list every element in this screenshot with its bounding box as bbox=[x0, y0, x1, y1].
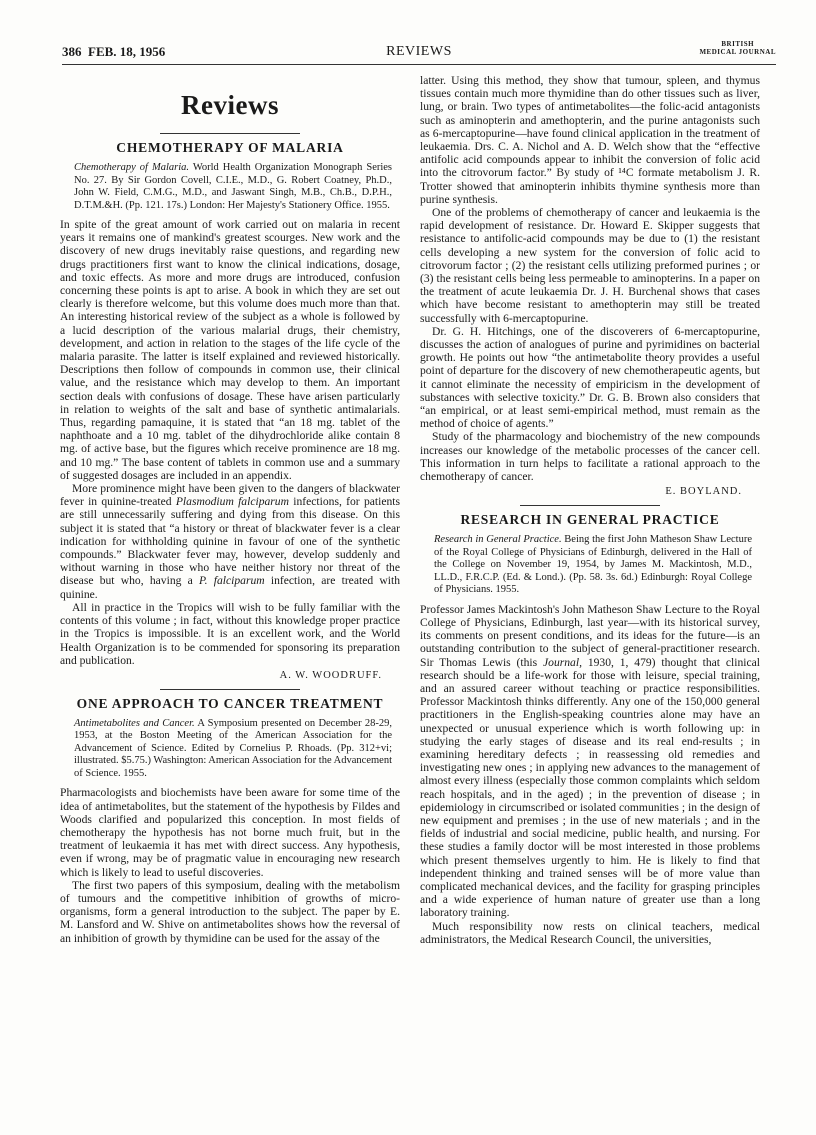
paragraph: The first two papers of this symposium, dealing with the metabolism of tumours and the competitive inhibition of growths of micro-organisms, form a general introduction to the subject. The paper by E. M. Lansford and W. Shive on antimetabolites shows how the reversal of an inhibition of growth by thymidine can be used for the assay of the bbox=[60, 878, 400, 945]
page-header bbox=[62, 42, 776, 65]
article-heading-general-practice: RESEARCH IN GENERAL PRACTICE bbox=[460, 512, 720, 528]
article-heading-malaria: CHEMOTHERAPY OF MALARIA bbox=[116, 140, 344, 155]
author-signature: A. W. WOODRUFF. bbox=[279, 669, 382, 681]
paragraph: Much responsibility now rests on clinical teachers, medical administrators, the Medical Research Council, the universities, bbox=[420, 919, 760, 946]
paragraph: Pharmacologists and biochemists have been aware for some time of the idea of antimetabolites, but the statement of the hypothesis by Fildes and Woods clarified and popularized this conception. In most fields of chemotherapy the hypothesis has not borne much fruit, but in the treatment of leukaemia it has met with direct success. Any hypothesis, even if wrong, may be of pragmatic value in encouraging new research which is likely to lead to useful discoveries. bbox=[60, 786, 400, 879]
journal-name: BRITISH MEDICAL JOURNAL bbox=[699, 40, 776, 56]
paragraph: In spite of the great amount of work carried out on malaria in recent years it remains one of mankind's greatest scourges. New work and the discovery of new drugs inevitably raise questions, and regarding new drugs practitioners first want to know the clinical indications, dosage, and toxic effects. As more and more drugs are introduced, confusion concerning these points is apt to arise. A book in which they are set out clearly is therefore welcome, but this volume does much more than that. An interesting historical review of the subject as a whole is followed by a lucid description of the various malarial drugs, their chemistry, development, and action in relation to the stages of the life cycle of the malaria parasite. The latter is itself explained and reviewed historically. Descriptions then follow of compounds in common use, their clinical value, and the resistance which may develop to them. An important section deals with confusions of dosage. These have arisen particularly in relation to weights of the salt and base of synthetic antimalarials. Thus, regarding pamaquine, it is stated that “an 18 mg. tablet of the naphthoate and a 10 mg. tablet of the dihydrochloride alike contain 8 mg. of active base, but the figures which receive prominence are 18 mg. and 10 mg.” The base content of tablets in common use and a summary of suggested dosages are included in an appendix. bbox=[60, 218, 400, 482]
divider bbox=[160, 689, 300, 690]
paragraph: All in practice in the Tropics will wish to be fully familiar with the contents of this volume ; in fact, without this knowledge proper practice in the Tropics is impossible. It is an excellent work, and the World Health Organization is to be commended for sponsoring its preparation and publication. bbox=[60, 600, 400, 667]
paragraph: More prominence might have been given to the dangers of blackwater fever in quinine-treated Plasmodium falciparum infections, for patients are still unnecessarily suffering and dying from this disease. On this subject it is stated that “a history or threat of blackwater fever is a clear indication for withholding quinine in favour of one of the synthetic compounds.” Blackwater fever may, however, develop suddenly and without warning in those who have neither history nor threat of the disease but who, having a P. falciparum infection, are treated with quinine. bbox=[60, 482, 401, 601]
divider bbox=[160, 133, 300, 134]
section-title: Reviews bbox=[181, 90, 279, 120]
paragraph: Dr. G. H. Hitchings, one of the discoverers of 6-mercaptopurine, discusses the action of analogues of purine and pyrimidines on bacterial growth. He points out how “the antimetabolite theory provides a useful point of departure for the discovery of new chemotherapeutic agents, but it cannot eliminate the necessity of empiricism in the development of substances with selective toxicity.” Dr. G. B. Brown also considers that “an empirical, or at least semi-empirical method, must remain as the method of choice of agents.” bbox=[420, 324, 760, 431]
running-title: REVIEWS bbox=[386, 44, 452, 59]
author-signature: E. BOYLAND. bbox=[665, 486, 742, 498]
paragraph: One of the problems of chemotherapy of cancer and leukaemia is the rapid development of resistance. Dr. Howard E. Skipper suggests that resistance to antifolic-acid compounds may be due to (1) the resistant cells developing a new system for the conversion of folic acid to citrovorum factor ; (2) the resistant cells utilizing preformed purines ; or (3) the resistant cells being less permeable to aminopterins. In a paper on the treatment of acute leukaemia Dr. J. H. Burchenal shows that cases which have become resistant to amethopterin may still be treated successfully with 6-mercaptopurine. bbox=[420, 206, 760, 325]
article-heading-cancer: ONE APPROACH TO CANCER TREATMENT bbox=[76, 695, 384, 711]
right-column bbox=[420, 74, 760, 946]
page-number-date: 386 FEB. 18, 1956 bbox=[62, 44, 166, 59]
citation-malaria: Chemotherapy of Malaria. World Health Organization Monograph Series No. 27. By Sir Gordon Covell, C.I.E., M.D., G. Robert Coatney, Ph.D., John W. Field, C.M.G., M.D., and Jaswant Singh, M.B., Ch.B., D.P.H., D.T.M.&H. (Pp. 121. 17s.) London: Her Majesty's Stationery Office. 1955. bbox=[74, 162, 393, 211]
paragraph: Professor James Mackintosh's John Matheson Shaw Lecture to the Royal College of Physicians, Edinburgh, last year—with its historical survey, its comments on present conditions, and its ideas for the future—is an outstanding contribution to the subject of general-practitioner research. Sir Thomas Lewis (this Journal, 1930, 1, 479) thought that clinical research should be a life-work for those with leisure, special training, and an assured career without teaching or practice responsibilities. Professor Mackintosh thinks differently. Any one of the 150,000 general practitioners in the English-speaking countries alone may have an unexpected or unusual experience which is worth following up: in studying the early stages of disease and its real end-results ; in examining hereditary defects ; in reassessing old remedies and investigating new ones ; in applying new advances to the management of almost every illness (especially those common complaints which seldom reach hospitals, and in the aged) ; in the prevention of disease ; in epidemiology in circumscribed or isolated communities ; in the design of new equipment and premises ; in the use of new materials ; and in the fields of industrial and social medicine, public health, and nursing. For these studies a family doctor will be most interested in those problems which present themselves urgently to him. He is likely to find that independent thinking and trained senses will be of more value than complicated mechanical devices, and the facility for grasping principles and a wide experience of human nature of greater use than a long laboratory training. bbox=[420, 602, 760, 920]
paragraph: latter. Using this method, they show that tumour, spleen, and thymus tissues contain much more thymidine than do other tissues such as liver, lung, or brain. Two types of antimetabolites—the folic-acid antagonists such as aminopterin and amethopterin, and the purine antagonists such as 6-mercaptopurine—have found clinical application in the treatment of leukaemia. Drs. C. A. Nichol and A. D. Welch show that the “effective antifolic acid compounds appear to inhibit the conversion of folic acid into the citrovorum factor.” By study of ¹⁴C formate metabolism J. R. Trotter showed that aminopterin inhibits thymine synthesis more than purine synthesis. bbox=[420, 74, 760, 206]
citation-cancer: Antimetabolites and Cancer. A Symposium presented on December 28-29, 1953, at the Boston Meeting of the American Association for the Advancement of Science. Edited by Cornelius P. Rhoads. (Pp. 312+vi; illustrated. $5.75.) Washington: American Association for the Advancement of Science. 1955. bbox=[74, 717, 392, 779]
divider bbox=[520, 505, 660, 506]
citation-general-practice: Research in General Practice. Being the first John Matheson Shaw Lecture of the Royal College of Physicians of Edinburgh, delivered in the Hall of the College on November 19, 1954, by James M. Mackintosh, M.D., LL.D., F.R.C.P. (Ed. & Lond.). (Pp. 58. 3s. 6d.) Edinburgh: Royal College of Physicians. 1955. bbox=[434, 534, 753, 596]
paragraph: Study of the pharmacology and biochemistry of the new compounds increases our knowledge of the metabolic processes of the cancer cell. This information in turn helps to facilitate a rational approach to the chemotherapy of cancer. bbox=[420, 430, 760, 484]
left-column bbox=[60, 80, 400, 945]
